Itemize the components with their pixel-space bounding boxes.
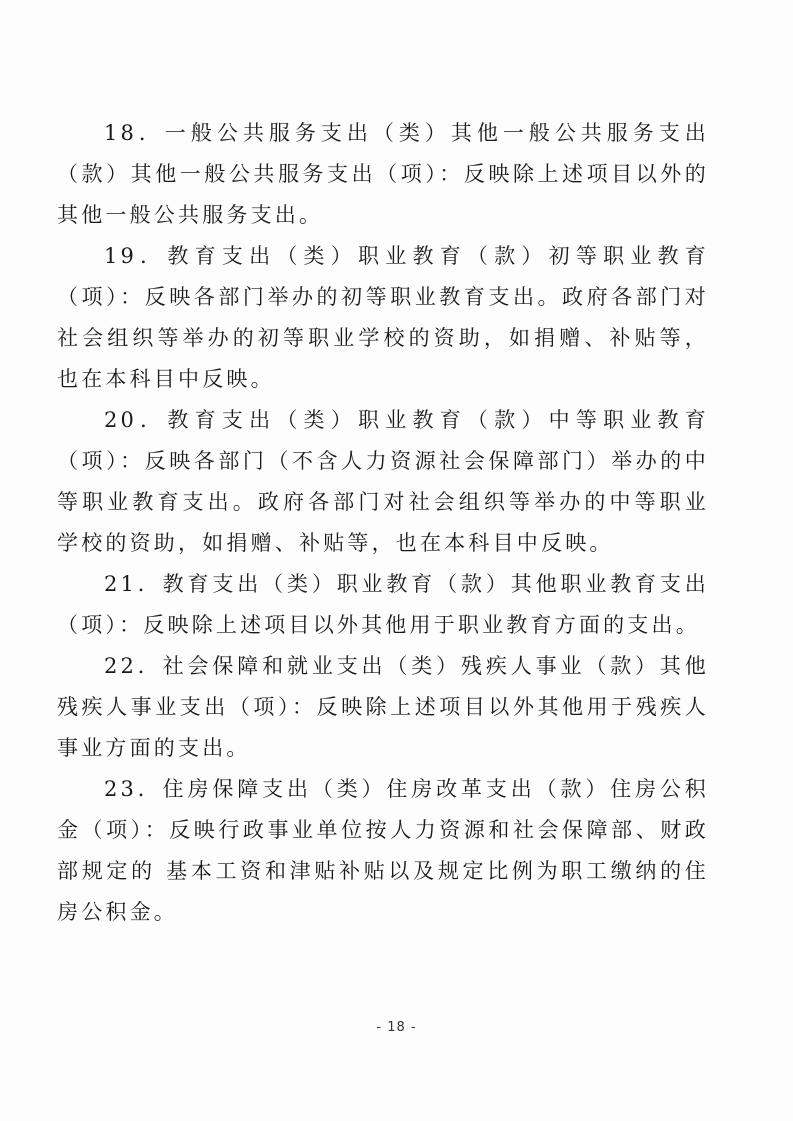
paragraph-item-23: 23．住房保障支出（类）住房改革支出（款）住房公积金（项）：反映行政事业单位按人力资源和社会保障部、财政部规定的 基本工资和津贴补贴以及规定比例为职工缴纳的住房公积金。 <box>57 777 709 924</box>
paragraph-item-22: 22．社会保障和就业支出（类）残疾人事业（款）其他残疾人事业支出（项）：反映除上述项目以外其他用于残疾人事业方面的支出。 <box>57 654 709 760</box>
document-body <box>57 113 709 933</box>
paragraph-item-18: 18．一般公共服务支出（类）其他一般公共服务支出（款）其他一般公共服务支出（项）：反映除上述项目以外的其他一般公共服务支出。 <box>57 121 709 227</box>
paragraph-item-21: 21．教育支出（类）职业教育（款）其他职业教育支出（项）：反映除上述项目以外其他用于职业教育方面的支出。 <box>57 572 709 637</box>
page-number: - 18 - <box>376 1020 417 1035</box>
paragraph-item-20: 20．教育支出（类）职业教育（款）中等职业教育（项）：反映各部门（不含人力资源社会保障部门）举办的中等职业教育支出。政府各部门对社会组织等举办的中等职业学校的资助，如捐赠、补贴等，也在本科目中反映。 <box>57 408 709 555</box>
paragraph-item-19: 19．教育支出（类）职业教育（款）初等职业教育（项）：反映各部门举办的初等职业教育支出。政府各部门对社会组织等举办的初等职业学校的资助，如捐赠、补贴等，也在本科目中反映。 <box>57 244 709 391</box>
